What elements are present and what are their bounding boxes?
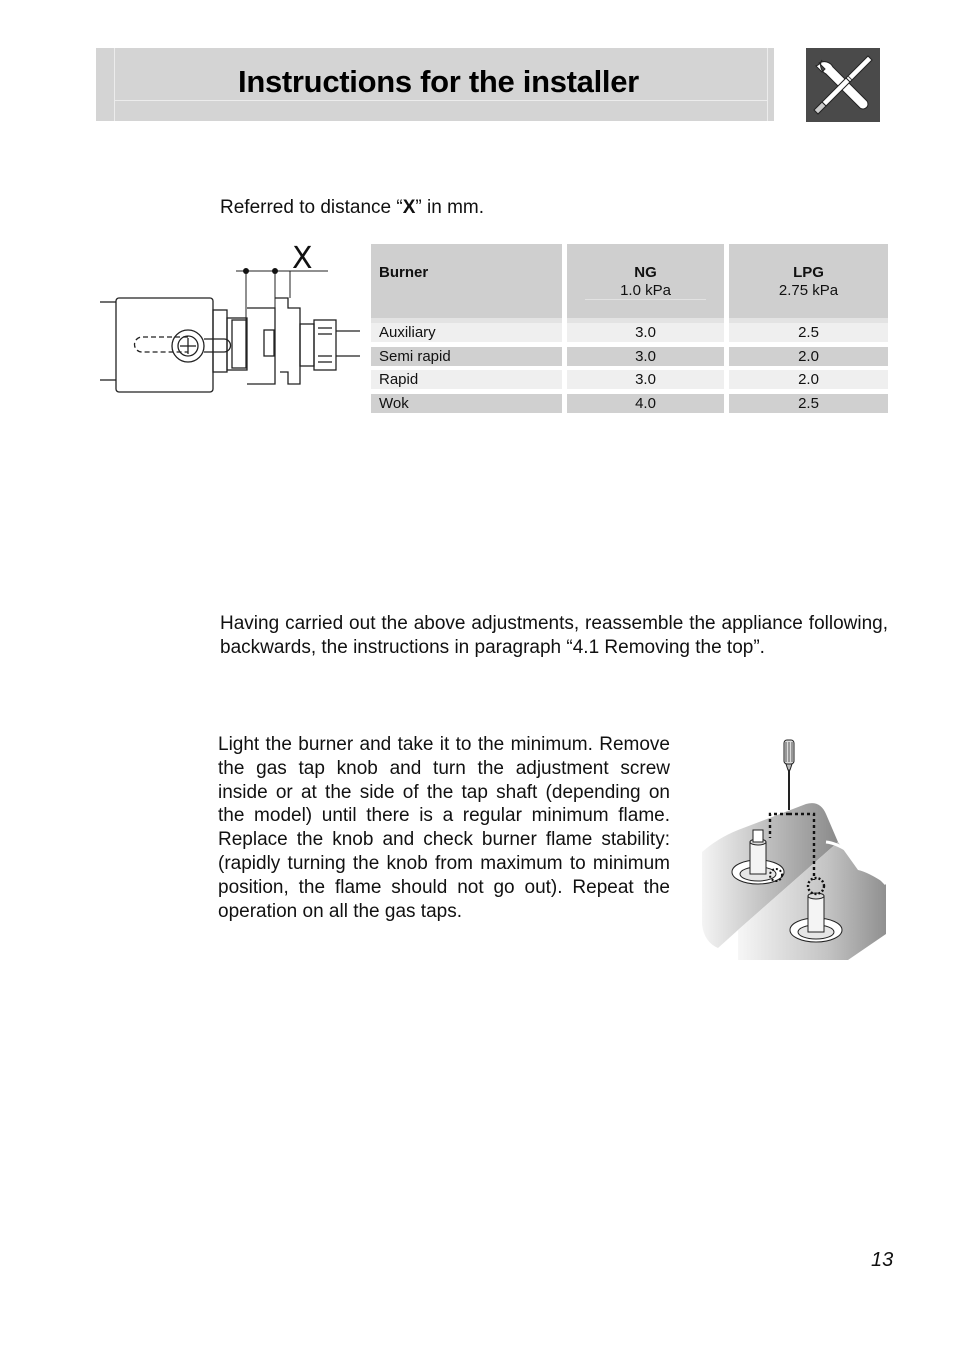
intro-symbol: X bbox=[402, 197, 416, 218]
table-header-lpg-text bbox=[729, 264, 888, 300]
table-cell-lpg: 2.5 bbox=[729, 394, 888, 413]
table-header-burner-label: Burner bbox=[379, 264, 429, 281]
table-header-ng-text bbox=[567, 264, 724, 300]
table-cell-burner: Semi rapid bbox=[371, 347, 562, 366]
table-header-lpg-pressure: 2.75 kPa bbox=[778, 282, 839, 299]
table-header-ng bbox=[567, 244, 724, 318]
page-number: 13 bbox=[871, 1249, 894, 1271]
burner-tap-section-diagram bbox=[98, 238, 364, 398]
dimension-label-x: X bbox=[292, 241, 313, 276]
intro-prefix: Referred to distance “ bbox=[220, 197, 403, 218]
table-header-ng-rule bbox=[585, 299, 706, 300]
intro-suffix: ” in mm. bbox=[415, 197, 484, 218]
table-cell-ng: 3.0 bbox=[567, 323, 724, 342]
tools-icon bbox=[806, 48, 880, 122]
table-cell-ng: 3.0 bbox=[567, 347, 724, 366]
table-header-ng-label: NG bbox=[634, 264, 657, 281]
page-title: Instructions for the installer bbox=[238, 64, 639, 99]
header-bar bbox=[96, 48, 774, 121]
table-header-burner bbox=[371, 244, 562, 318]
table-cell-burner: Wok bbox=[371, 394, 562, 413]
table-header-ng-pressure: 1.0 kPa bbox=[620, 282, 671, 299]
table-cell-ng: 3.0 bbox=[567, 370, 724, 389]
table-cell-lpg: 2.0 bbox=[729, 347, 888, 366]
table-cell-burner: Auxiliary bbox=[371, 323, 562, 342]
table-header-lpg-label: LPG bbox=[793, 264, 824, 281]
header-rule-bottom bbox=[114, 100, 768, 101]
reassemble-paragraph: Having carried out the above adjustments, reassemble the appliance following, backwards, the instructions in paragraph “4.1 Removing the top”. bbox=[220, 613, 888, 658]
header-rule-left bbox=[114, 48, 115, 121]
table-header-lpg bbox=[729, 244, 888, 318]
table-cell-ng: 4.0 bbox=[567, 394, 724, 413]
intro-line bbox=[220, 197, 484, 219]
table-cell-lpg: 2.5 bbox=[729, 323, 888, 342]
minimum-flame-paragraph: Light the burner and take it to the minimum. Remove the gas tap knob and turn the adjustment screw inside or at the side of the tap shaft (depending on the model) until there is a regular minimum flame. Replace the knob and check burner flame stability: (rapidly turning the knob from maximum to minimum position, the flame should not go out). Repeat the operation on all the gas taps. bbox=[218, 734, 670, 922]
table-cell-lpg: 2.0 bbox=[729, 370, 888, 389]
table-cell-burner: Rapid bbox=[371, 370, 562, 389]
header-rule-right bbox=[767, 48, 768, 121]
screwdriver-gas-tap-adjustment-illustration bbox=[698, 734, 888, 962]
